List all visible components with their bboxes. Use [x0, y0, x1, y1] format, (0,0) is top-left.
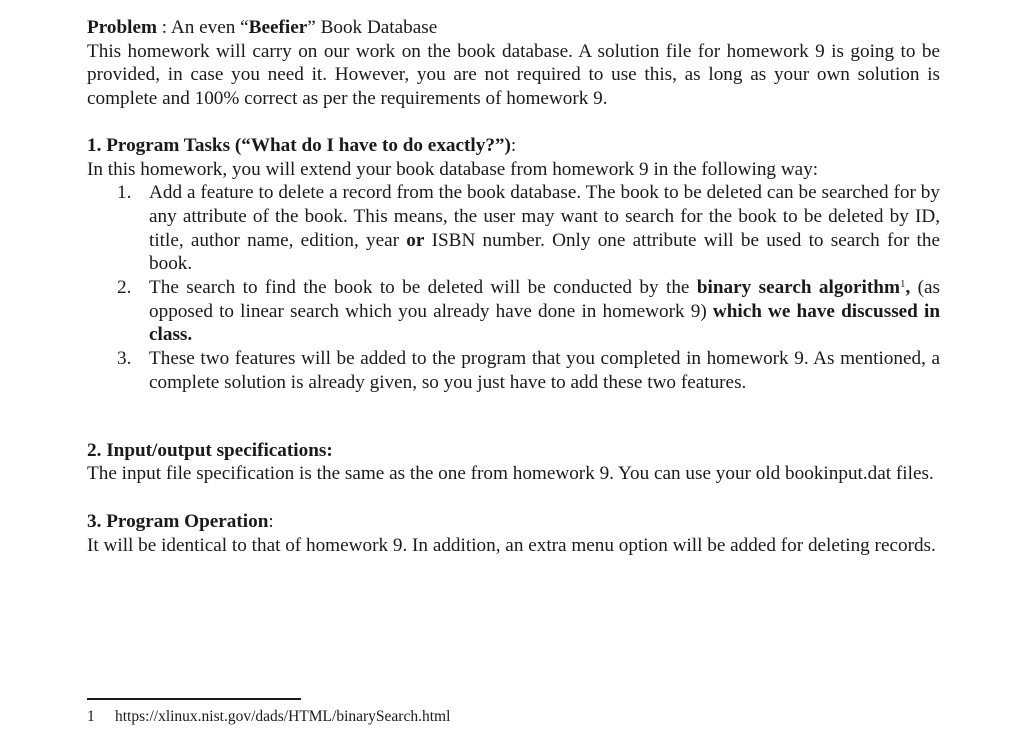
problem-title	[87, 16, 940, 40]
task-item-bold: binary search algorithm	[696, 277, 900, 299]
task-item	[87, 181, 940, 276]
section1-heading	[87, 134, 940, 158]
task-item-bold: which we have discussed in class.	[149, 300, 940, 346]
section3-body: It will be identical to that of homework 9. In addition, an extra menu option will be added for deleting records.	[87, 534, 936, 556]
task-item-text: These two features will be added to the program that you completed in homework 9. As mentioned, a complete solution is already given, so you just have to add these two features.	[149, 348, 940, 393]
footnote-divider	[87, 698, 301, 700]
section2-heading	[87, 439, 940, 463]
footnote-number: 1	[87, 708, 95, 725]
task-list	[87, 181, 940, 394]
footnote	[87, 707, 450, 726]
task-item-text: Add a feature to delete a record from the book database. The book to be deleted can be searched for by any attribute of the book. This means, the user may want to search for the book to be deleted by ID, title, author name, edition, year	[149, 182, 940, 251]
document-page	[87, 16, 940, 557]
problem-label: Problem	[87, 17, 157, 38]
section2-heading-text: 2. Input/output specifications:	[87, 439, 333, 461]
section3-heading-text: 3. Program Operation	[87, 510, 269, 532]
task-item-bold: or	[406, 229, 425, 251]
task-item-number: 3.	[117, 348, 132, 370]
problem-rest: ” Book Database	[307, 17, 438, 38]
task-item	[87, 347, 940, 394]
task-item-text: ISBN number. Only one attribute will be used to search for the book.	[149, 229, 940, 275]
task-item-text: (as opposed to linear search which you already have done in homework 9)	[149, 277, 940, 322]
problem-sep: : An even “	[157, 17, 249, 38]
footnote-link[interactable]: https://xlinux.nist.gov/dads/HTML/binarySearch.html	[115, 708, 451, 725]
section1-heading-text: 1. Program Tasks (“What do I have to do exactly?”)	[87, 134, 511, 156]
section2-body: The input file specification is the same as the one from homework 9. You can use your old bookinput.dat files.	[87, 463, 934, 485]
section1-lead: In this homework, you will extend your book database from homework 9 in the following way:	[87, 158, 819, 180]
intro-paragraph: This homework will carry on our work on the book database. A solution file for homework 9 is going to be provided, in case you need it. However, you are not required to use this, as long as your own solution is complete and 100% correct as per the requirements of homework 9.	[87, 40, 940, 110]
task-item-number: 1.	[117, 182, 132, 204]
problem-name: Beefier	[248, 17, 308, 38]
task-item-text: The search to find the book to be deleted will be conducted by the	[149, 277, 697, 299]
section3-heading	[87, 510, 940, 534]
footnote-ref[interactable]: 1	[899, 278, 906, 291]
section3-heading-colon: :	[268, 510, 274, 532]
task-item	[87, 276, 940, 347]
task-item-bold: ,	[905, 277, 911, 299]
section1-heading-colon: :	[510, 134, 517, 156]
task-item-number: 2.	[117, 277, 132, 299]
